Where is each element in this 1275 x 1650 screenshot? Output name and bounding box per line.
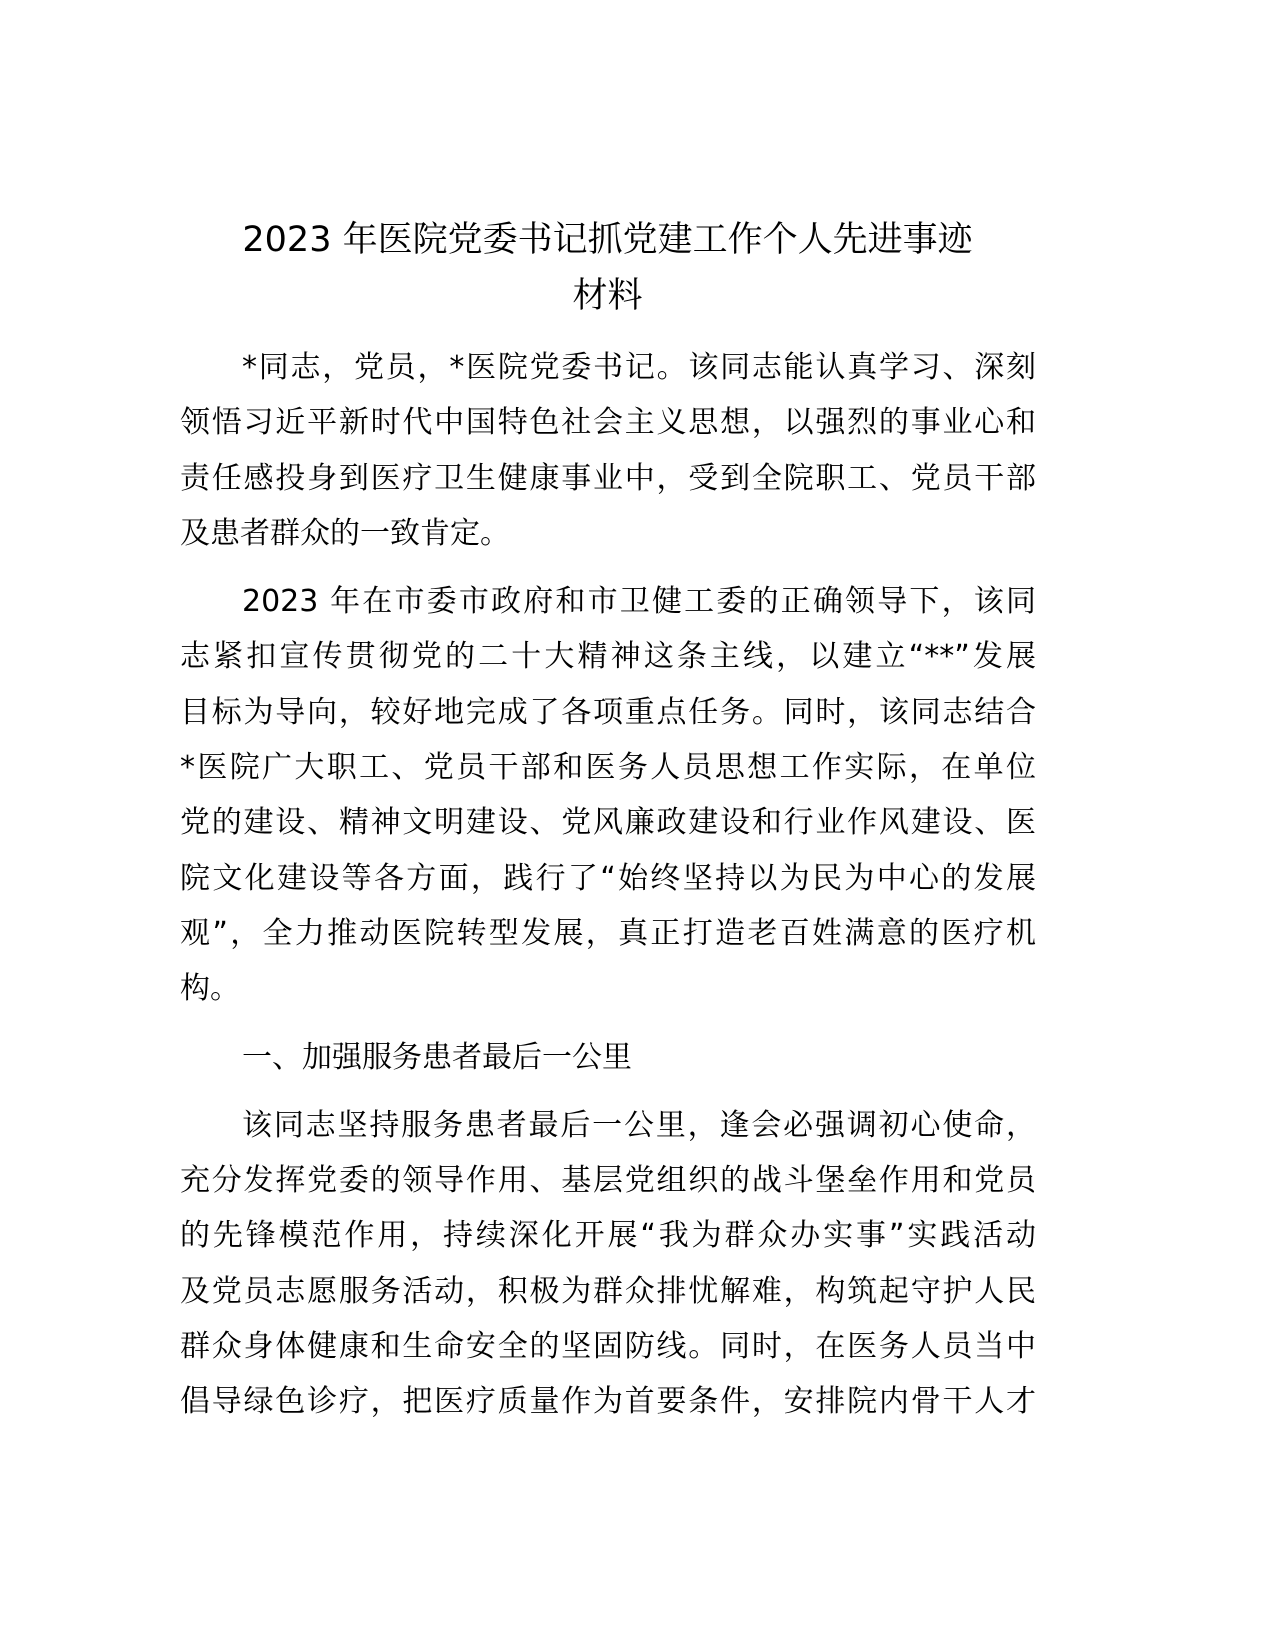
text-line: 及党员志愿服务活动，积极为群众排忧解难，构筑起守护人民 <box>180 1273 1036 1309</box>
text-line: 观”，全力推动医院转型发展，真正打造老百姓满意的医疗机 <box>180 915 1036 951</box>
text-line: 的先锋模范作用，持续深化开展“我为群众办实事”实践活动 <box>180 1218 1036 1254</box>
text-line: 构。 <box>180 971 240 1007</box>
text-line: 倡导绿色诊疗，把医疗质量作为首要条件，安排院内骨干人才 <box>180 1384 1036 1420</box>
text-line: 群众身体健康和生命安全的坚固防线。同时，在医务人员当中 <box>180 1329 1036 1365</box>
paragraph-intro <box>180 340 1036 561</box>
text-line: 该同志坚持服务患者最后一公里，逢会必强调初心使命， <box>242 1107 1036 1143</box>
text-line: 责任感投身到医疗卫生健康事业中，受到全院职工、党员干部 <box>180 460 1036 496</box>
text-line: *同志，党员，*医院党委书记。该同志能认真学习、深刻 <box>242 350 1036 385</box>
paragraph-2023-summary <box>180 574 1036 1016</box>
document-title-line-2: 材料 <box>572 276 643 316</box>
text-line: 党的建设、精神文明建设、党风廉政建设和行业作风建设、医 <box>180 805 1036 841</box>
text-line: 志紧扣宣传贯彻党的二十大精神这条主线，以建立“**”发展 <box>180 639 1036 675</box>
text-line: 及患者群众的一致肯定。 <box>180 515 510 551</box>
text-line: 2023 年在市委市政府和市卫健工委的正确领导下，该同 <box>242 584 1036 620</box>
text-line: 领悟习近平新时代中国特色社会主义思想，以强烈的事业心和 <box>180 405 1036 441</box>
text-line: 目标为导向，较好地完成了各项重点任务。同时，该同志结合 <box>180 694 1036 730</box>
text-line: *医院广大职工、党员干部和医务人员思想工作实际，在单位 <box>180 750 1036 786</box>
text-line: 院文化建设等各方面，践行了“始终坚持以为民为中心的发展 <box>180 860 1036 896</box>
document-title-line-1: 2023 年医院党委书记抓党建工作个人先进事迹 <box>242 220 973 260</box>
text-line: 充分发挥党委的领导作用、基层党组织的战斗堡垒作用和党员 <box>180 1163 1036 1199</box>
paragraph-service <box>180 1098 1036 1430</box>
section-heading: 一、加强服务患者最后一公里 <box>242 1039 632 1075</box>
document-body <box>180 340 1036 1430</box>
